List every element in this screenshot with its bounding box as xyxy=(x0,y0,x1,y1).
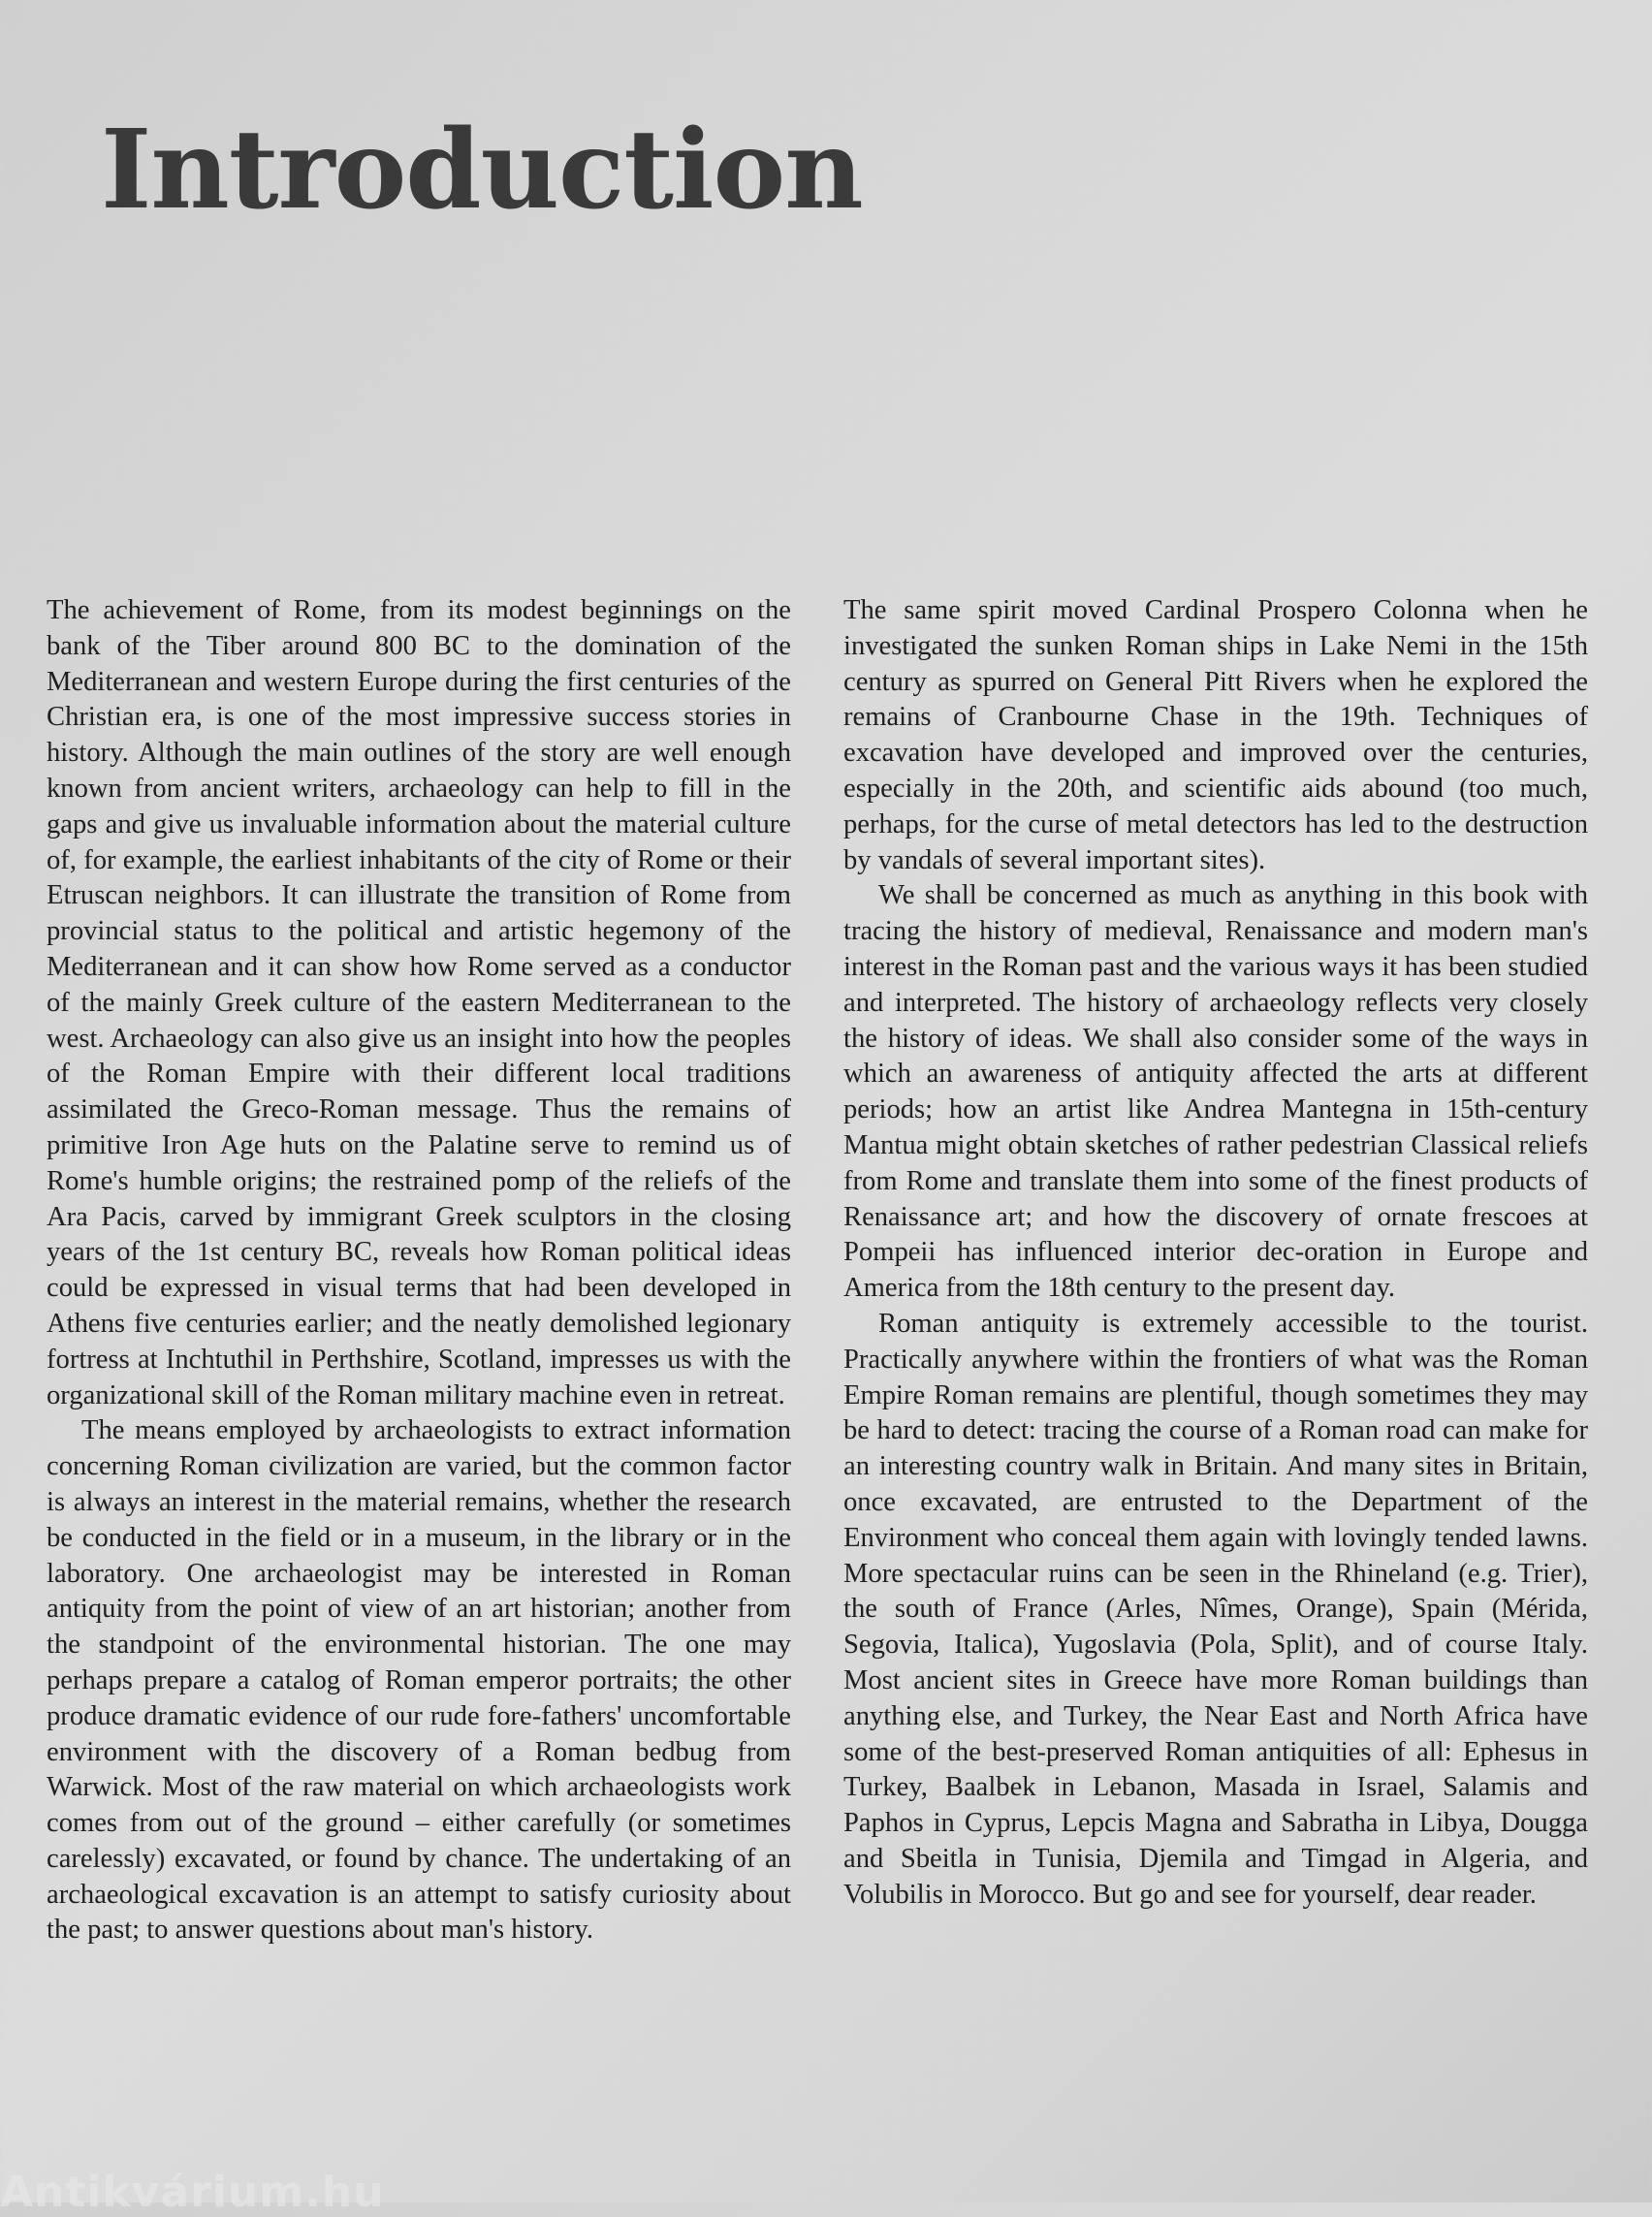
paragraph: The achievement of Rome, from its modest beginnings on the bank of the Tiber around 800 BC to the domination of the Mediterranean and western Europe during the first centuries of the Christian era, is one of the most impressive success stories in history. Although the main outlines of the story are well enough known from ancient writers, archaeology can help to fill in the gaps and give us invaluable information about the material culture of, for example, the earliest inhabitants of the city of Rome or their Etruscan neighbors. It can illustrate the transition of Rome from provincial status to the political and artistic hegemony of the Mediterranean and it can show how Rome served as a conductor of the mainly Greek culture of the eastern Mediterranean to the west. Archaeology can also give us an insight into how the peoples of the Roman Empire with their different local traditions assimilated the Greco-Roman message. Thus the remains of primitive Iron Age huts on the Palatine serve to remind us of Rome's humble origins; the restrained pomp of the reliefs of the Ara Pacis, carved by immigrant Greek sculptors in the closing years of the 1st century BC, reveals how Roman political ideas could be expressed in visual terms that had been developed in Athens five centuries earlier; and the neatly demolished legionary fortress at Inchtuthil in Perthshire, Scotland, impresses us with the organizational skill of the Roman military machine even in retreat. xyxy=(47,595,791,1410)
paragraph: We shall be concerned as much as anything in this book with tracing the history of medieval, Renaissance and modern man's interest in the Roman past and the various ways it has been studied and interpreted. The history of archaeology reflects very closely the history of ideas. We shall also consider some of the ways in which an awareness of antiquity affected the arts at different periods; how an artist like Andrea Mantegna in 15th-century Mantua might obtain sketches of rather pedestrian Classical reliefs from Rome and translate them into some of the finest products of Renaissance art; and how the discovery of ornate frescoes at Pompeii has influenced interior dec-oration in Europe and America from the 18th century to the present day. xyxy=(843,880,1588,1304)
watermark: Antikvárium.hu xyxy=(0,2168,385,2217)
paragraph: The means employed by archaeologists to extract information concerning Roman civilization are varied, but the common factor is always an interest in the material remains, whether the research be conducted in the field or in a museum, in the library or in the laboratory. One archaeologist may be interested in Roman antiquity from the point of view of an art historian; another from the standpoint of the environmental historian. The one may perhaps prepare a catalog of Roman emperor portraits; the other produce dramatic evidence of our rude fore-fathers' uncomfortable environment with the discovery of a Roman bedbug from Warwick. Most of the raw material on which archaeologists work comes from out of the ground – either carefully (or sometimes carelessly) excavated, or found by chance. The undertaking of an archaeological excavation is an attempt to satisfy curiosity about the past; to answer questions about man's history. xyxy=(47,1415,791,1946)
paragraph: Roman antiquity is extremely accessible to the tourist. Practically anywhere within the frontiers of what was the Roman Empire Roman remains are plentiful, though sometimes they may be hard to detect: tracing the course of a Roman road can make for an interesting country walk in Britain. And many sites in Britain, once excavated, are entrusted to the Department of the Environment who conceal them again with lovingly tended lawns. More spectacular ruins can be seen in the Rhineland (e.g. Trier), the south of France (Arles, Nîmes, Orange), Spain (Mérida, Segovia, Italica), Yugoslavia (Pola, Split), and of course Italy. Most ancient sites in Greece have more Roman buildings than anything else, and Turkey, the Near East and North Africa have some of the best-preserved Roman antiquities of all: Ephesus in Turkey, Baalbek in Lebanon, Masada in Israel, Salamis and Paphos in Cyprus, Lepcis Magna and Sabratha in Libya, Dougga and Sbeitla in Tunisia, Djemila and Timgad in Algeria, and Volubilis in Morocco. But go and see for yourself, dear reader. xyxy=(843,1308,1588,1910)
paragraph: The same spirit moved Cardinal Prospero Colonna when he investigated the sunken Roman ships in Lake Nemi in the 15th century as spurred on General Pitt Rivers when he explored the remains of Cranbourne Chase in the 19th. Techniques of excavation have developed and improved over the centuries, especially in the 20th, and scientific aids abound (too much, perhaps, for the curse of metal detectors has led to the destruction by vandals of several important sites). xyxy=(843,595,1588,875)
page-title: Introduction xyxy=(101,107,863,234)
right-column xyxy=(843,593,1588,1913)
left-column xyxy=(47,593,791,1948)
